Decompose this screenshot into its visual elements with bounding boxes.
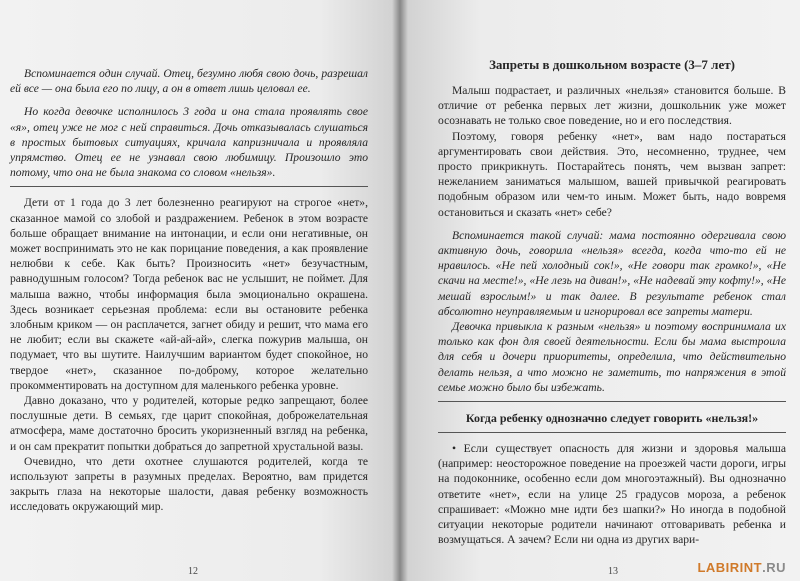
paragraph: Очевидно, что дети охотнее слушаются родителей, когда те используют запреты в разумных пределах. Вероятно, вам придется закрыть глаза на некоторые шалости, давая ребенку возможность исследовать окружающий мир.	[10, 454, 368, 514]
page-number: 12	[188, 566, 198, 577]
paragraph: Давно доказано, что у родителей, которые редко запрещают, более послушные дети. В семьях, где царит спокойная, доброжелательная атмосфера, маме достаточно бросить укоризненный взгляд на ребенка, и он сам прекратит попытки добраться до запретной хрустальной вазы.	[10, 394, 368, 453]
right-page	[400, 0, 800, 581]
subheading: Когда ребенку однозначно следует говорить «нельзя!»	[465, 411, 759, 426]
paragraph: Дети от 1 года до 3 лет болезненно реагируют на строгое «нет», сказанное мамой со злобой и раздражением. Ребенок в этом возрасте больше обращает внимание на интонации, и если они негативные, он может воспринимать это не как порицание поведения, а как проявление нелюбви к себе. Как быть? Произносить «нет» безучастным, равнодушным голосом? Тогда ребенок вас не услышит, не поймет. Для малыша важно, чтобы информация была эмоционально окрашена. Здесь возникает серьезная проблема: если вы остановите ребенка злобным криком — он расплачется, загнет обиду и решит, что мама его не любит; если вы скажете «ай-ай-ай», слегка пожурив малыша, он подумает, что вы шутите. Наилучшим вариантом будет спокойное, но твердое «нет», сказанное по-доброму, которое желательно прокомментировать на доступном для маленького ребенка уровне.	[10, 196, 368, 392]
paragraph: Вспоминается один случай. Отец, безумно любя свою дочь, разрешал ей все — она была его по лицу, а он в ответ лишь целовал ее.	[10, 67, 368, 96]
paragraph: Поэтому, говоря ребенку «нет», вам надо постараться аргументировать свои действия. Это, несомненно, труднее, чем просто прикрикнуть. Постарайтесь понять, чем вызван запрет: нежеланием заниматься малышом, вашей привычкой реагировать подобным образом или чем-то иным. Может быть, надо вовремя остановиться и сказать «нет» себе?	[438, 129, 786, 219]
left-column	[10, 66, 368, 515]
section-heading: Запреты в дошкольном возрасте (3–7 лет)	[489, 57, 735, 72]
divider	[438, 401, 786, 402]
book-gutter	[392, 0, 408, 581]
paragraph: Девочка привыкла к разным «нельзя» и поэтому воспринимала их только как фон для своей деятельности. Если бы мама выстроила для себя и дочери приоритеты, определила, что действительно делать нельзя, а что можно не заметить, то напряжения в этой семье можно было бы избежать.	[438, 320, 786, 394]
divider	[438, 432, 786, 433]
page-number: 13	[608, 566, 618, 577]
paragraph: Но когда девочке исполнилось 3 года и она стала проявлять свое «я», отец уже не мог с ней справиться. Дочь отказывалась слушаться в простых бытовых ситуациях, кричала капризничала и проявляла упрямство. Отец ее не узнавал свою любимицу. Произошло это потому, что она не была знакома со словом «нельзя».	[10, 105, 368, 180]
watermark-logo: LABIRINT.RU	[697, 560, 786, 575]
paragraph: • Если существует опасность для жизни и здоровья малыша (например: неосторожное поведение на проезжей части дороги, игры на подоконнике, особенно если дом многоэтажный). Вы однозначно ответите «нет», если на улице 25 градусов мороза, а ребенок спрашивает: «Можно мне идти без шапки?» Но иногда в подобной ситуации некоторые родители начинают отговаривать ребенка и возмущаться. А зачем? Если ни одна из других вари-	[438, 442, 786, 547]
paragraph: Малыш подрастает, и различных «нельзя» становится больше. В отличие от ребенка первых лет жизни, дошкольник уже может осознавать не только свое поведение, но и его последствия.	[438, 84, 786, 128]
divider	[10, 186, 368, 187]
right-column	[438, 56, 786, 547]
paragraph: Вспоминается такой случай: мама постоянно одергивала свою активную дочь, говорила «нельзя» всегда, когда что-то ей не нравилось. «Не пей холодный сок!», «Не говори так громко!», «Не скачи на месте!», «Не лезь на диван!», «Не надевай эту кофту!», «Не мешай взрослым!» и так далее. В результате ребенок стал абсолютно неуправляемым и игнорировал все запреты матери.	[438, 228, 786, 318]
